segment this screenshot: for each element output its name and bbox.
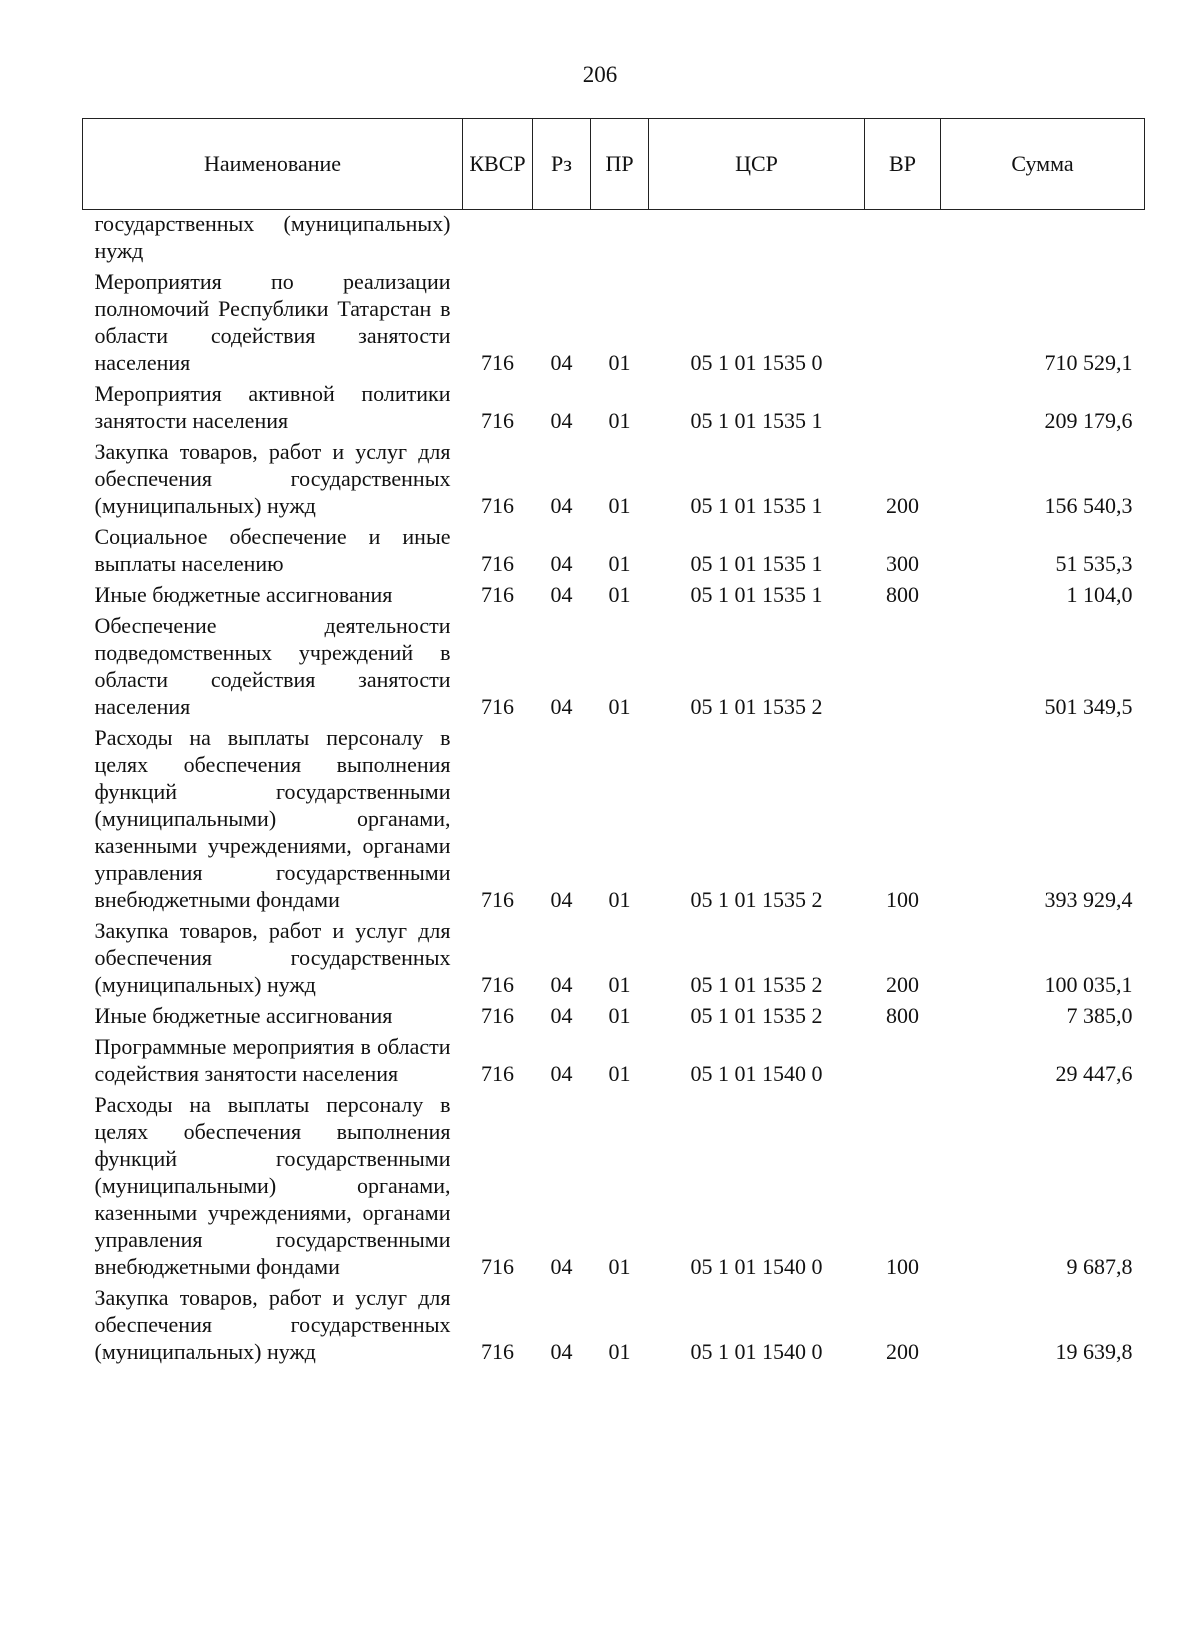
table-row	[83, 210, 1145, 269]
table-row	[83, 1284, 1145, 1369]
row-kvsr	[463, 210, 533, 269]
row-pr: 01	[608, 887, 631, 912]
row-vr: 200	[886, 972, 919, 997]
table-row	[83, 724, 1145, 917]
row-name: Закупка товаров, работ и услуг для обеспечения государственных (муниципальных) нужд	[94, 439, 451, 518]
table-row	[83, 1002, 1145, 1033]
header-pr: ПР	[591, 119, 649, 210]
row-vr: 300	[886, 551, 919, 576]
row-vr	[865, 210, 941, 269]
row-pr: 01	[608, 1254, 631, 1279]
row-pr: 01	[608, 1339, 631, 1364]
row-kvsr: 716	[481, 1061, 514, 1086]
row-sum: 209 179,6	[1044, 408, 1133, 433]
row-vr	[865, 1033, 941, 1091]
row-csr: 05 1 01 1540 0	[690, 1254, 823, 1279]
row-csr: 05 1 01 1535 1	[690, 582, 823, 607]
row-rz: 04	[550, 972, 573, 997]
row-kvsr: 716	[481, 551, 514, 576]
row-name: Обеспечение деятельности подведомственных учреждений в области содействия занятости населения	[94, 613, 451, 719]
row-csr	[649, 210, 865, 269]
row-kvsr: 716	[481, 972, 514, 997]
row-sum: 51 535,3	[1055, 551, 1133, 576]
row-name: Закупка товаров, работ и услуг для обеспечения государственных (муниципальных) нужд	[94, 1285, 451, 1364]
row-name: Иные бюджетные ассигнования	[94, 1003, 393, 1028]
row-name: Закупка товаров, работ и услуг для обеспечения государственных (муниципальных) нужд	[94, 918, 451, 997]
row-kvsr: 716	[481, 1003, 514, 1028]
row-csr: 05 1 01 1535 2	[690, 972, 823, 997]
row-sum: 19 639,8	[1055, 1339, 1133, 1364]
table-row	[83, 1091, 1145, 1284]
row-kvsr: 716	[481, 694, 514, 719]
row-rz: 04	[550, 551, 573, 576]
row-name: Мероприятия активной политики занятости населения	[94, 381, 451, 433]
row-csr: 05 1 01 1540 0	[690, 1061, 823, 1086]
row-rz: 04	[550, 493, 573, 518]
row-sum: 29 447,6	[1055, 1061, 1133, 1086]
row-csr: 05 1 01 1535 2	[690, 887, 823, 912]
header-vr: ВР	[865, 119, 941, 210]
table-row	[83, 612, 1145, 724]
row-rz: 04	[550, 582, 573, 607]
row-kvsr: 716	[481, 1339, 514, 1364]
row-kvsr: 716	[481, 493, 514, 518]
row-pr: 01	[608, 1061, 631, 1086]
row-name: Иные бюджетные ассигнования	[94, 582, 393, 607]
row-pr: 01	[608, 350, 631, 375]
table-header	[83, 119, 1145, 210]
row-kvsr: 716	[481, 1254, 514, 1279]
row-vr: 800	[886, 1003, 919, 1028]
row-name: Социальное обеспечение и иные выплаты населению	[94, 524, 451, 576]
row-csr: 05 1 01 1535 0	[690, 350, 823, 375]
row-sum: 100 035,1	[1044, 972, 1133, 997]
row-pr: 01	[608, 551, 631, 576]
row-rz: 04	[550, 887, 573, 912]
row-csr: 05 1 01 1540 0	[690, 1339, 823, 1364]
budget-table	[82, 118, 1145, 1369]
row-rz: 04	[550, 408, 573, 433]
row-vr	[865, 380, 941, 438]
row-name: Программные мероприятия в области содействия занятости населения	[94, 1034, 451, 1086]
table-row	[83, 917, 1145, 1002]
table-row	[83, 523, 1145, 581]
header-name: Наименование	[83, 119, 463, 210]
row-kvsr: 716	[481, 408, 514, 433]
row-sum: 7 385,0	[1066, 1003, 1133, 1028]
row-vr: 800	[886, 582, 919, 607]
table-row	[83, 438, 1145, 523]
row-pr: 01	[608, 1003, 631, 1028]
row-name: государственных (муниципальных) нужд	[94, 211, 451, 263]
row-vr: 100	[886, 1254, 919, 1279]
row-name: Мероприятия по реализации полномочий Республики Татарстан в области содействия занятости населения	[94, 269, 451, 375]
row-rz: 04	[550, 1003, 573, 1028]
row-rz: 04	[550, 1061, 573, 1086]
header-rz: Рз	[533, 119, 591, 210]
row-sum: 9 687,8	[1066, 1254, 1133, 1279]
row-sum: 1 104,0	[1066, 582, 1133, 607]
table-row	[83, 581, 1145, 612]
row-rz	[533, 210, 591, 269]
row-sum	[941, 210, 1145, 269]
row-csr: 05 1 01 1535 2	[690, 694, 823, 719]
row-vr: 100	[886, 887, 919, 912]
row-kvsr: 716	[481, 887, 514, 912]
row-vr	[865, 268, 941, 380]
header-sum: Сумма	[941, 119, 1145, 210]
row-sum: 156 540,3	[1044, 493, 1133, 518]
row-pr: 01	[608, 582, 631, 607]
row-rz: 04	[550, 1254, 573, 1279]
row-vr: 200	[886, 493, 919, 518]
table-row	[83, 268, 1145, 380]
header-csr: ЦСР	[649, 119, 865, 210]
row-pr: 01	[608, 972, 631, 997]
row-vr	[865, 612, 941, 724]
header-kvsr: КВСР	[463, 119, 533, 210]
row-rz: 04	[550, 1339, 573, 1364]
row-name: Расходы на выплаты персоналу в целях обеспечения выполнения функций государственными (муниципальными) органами, казенными учреждениями, органами управления государственными внебюджетными фондами	[94, 1092, 451, 1279]
row-csr: 05 1 01 1535 1	[690, 408, 823, 433]
row-pr	[591, 210, 649, 269]
page-number: 206	[582, 62, 618, 87]
row-csr: 05 1 01 1535 1	[690, 493, 823, 518]
row-vr: 200	[886, 1339, 919, 1364]
row-pr: 01	[608, 493, 631, 518]
row-sum: 393 929,4	[1044, 887, 1133, 912]
row-csr: 05 1 01 1535 2	[690, 1003, 823, 1028]
table-row	[83, 1033, 1145, 1091]
row-kvsr: 716	[481, 350, 514, 375]
row-sum: 501 349,5	[1044, 694, 1133, 719]
row-kvsr: 716	[481, 582, 514, 607]
row-csr: 05 1 01 1535 1	[690, 551, 823, 576]
row-rz: 04	[550, 350, 573, 375]
row-rz: 04	[550, 694, 573, 719]
row-name: Расходы на выплаты персоналу в целях обеспечения выполнения функций государственными (муниципальными) органами, казенными учреждениями, органами управления государственными внебюджетными фондами	[94, 725, 451, 912]
row-pr: 01	[608, 694, 631, 719]
row-sum: 710 529,1	[1044, 350, 1133, 375]
table-body	[83, 210, 1145, 1370]
table-row	[83, 380, 1145, 438]
row-pr: 01	[608, 408, 631, 433]
